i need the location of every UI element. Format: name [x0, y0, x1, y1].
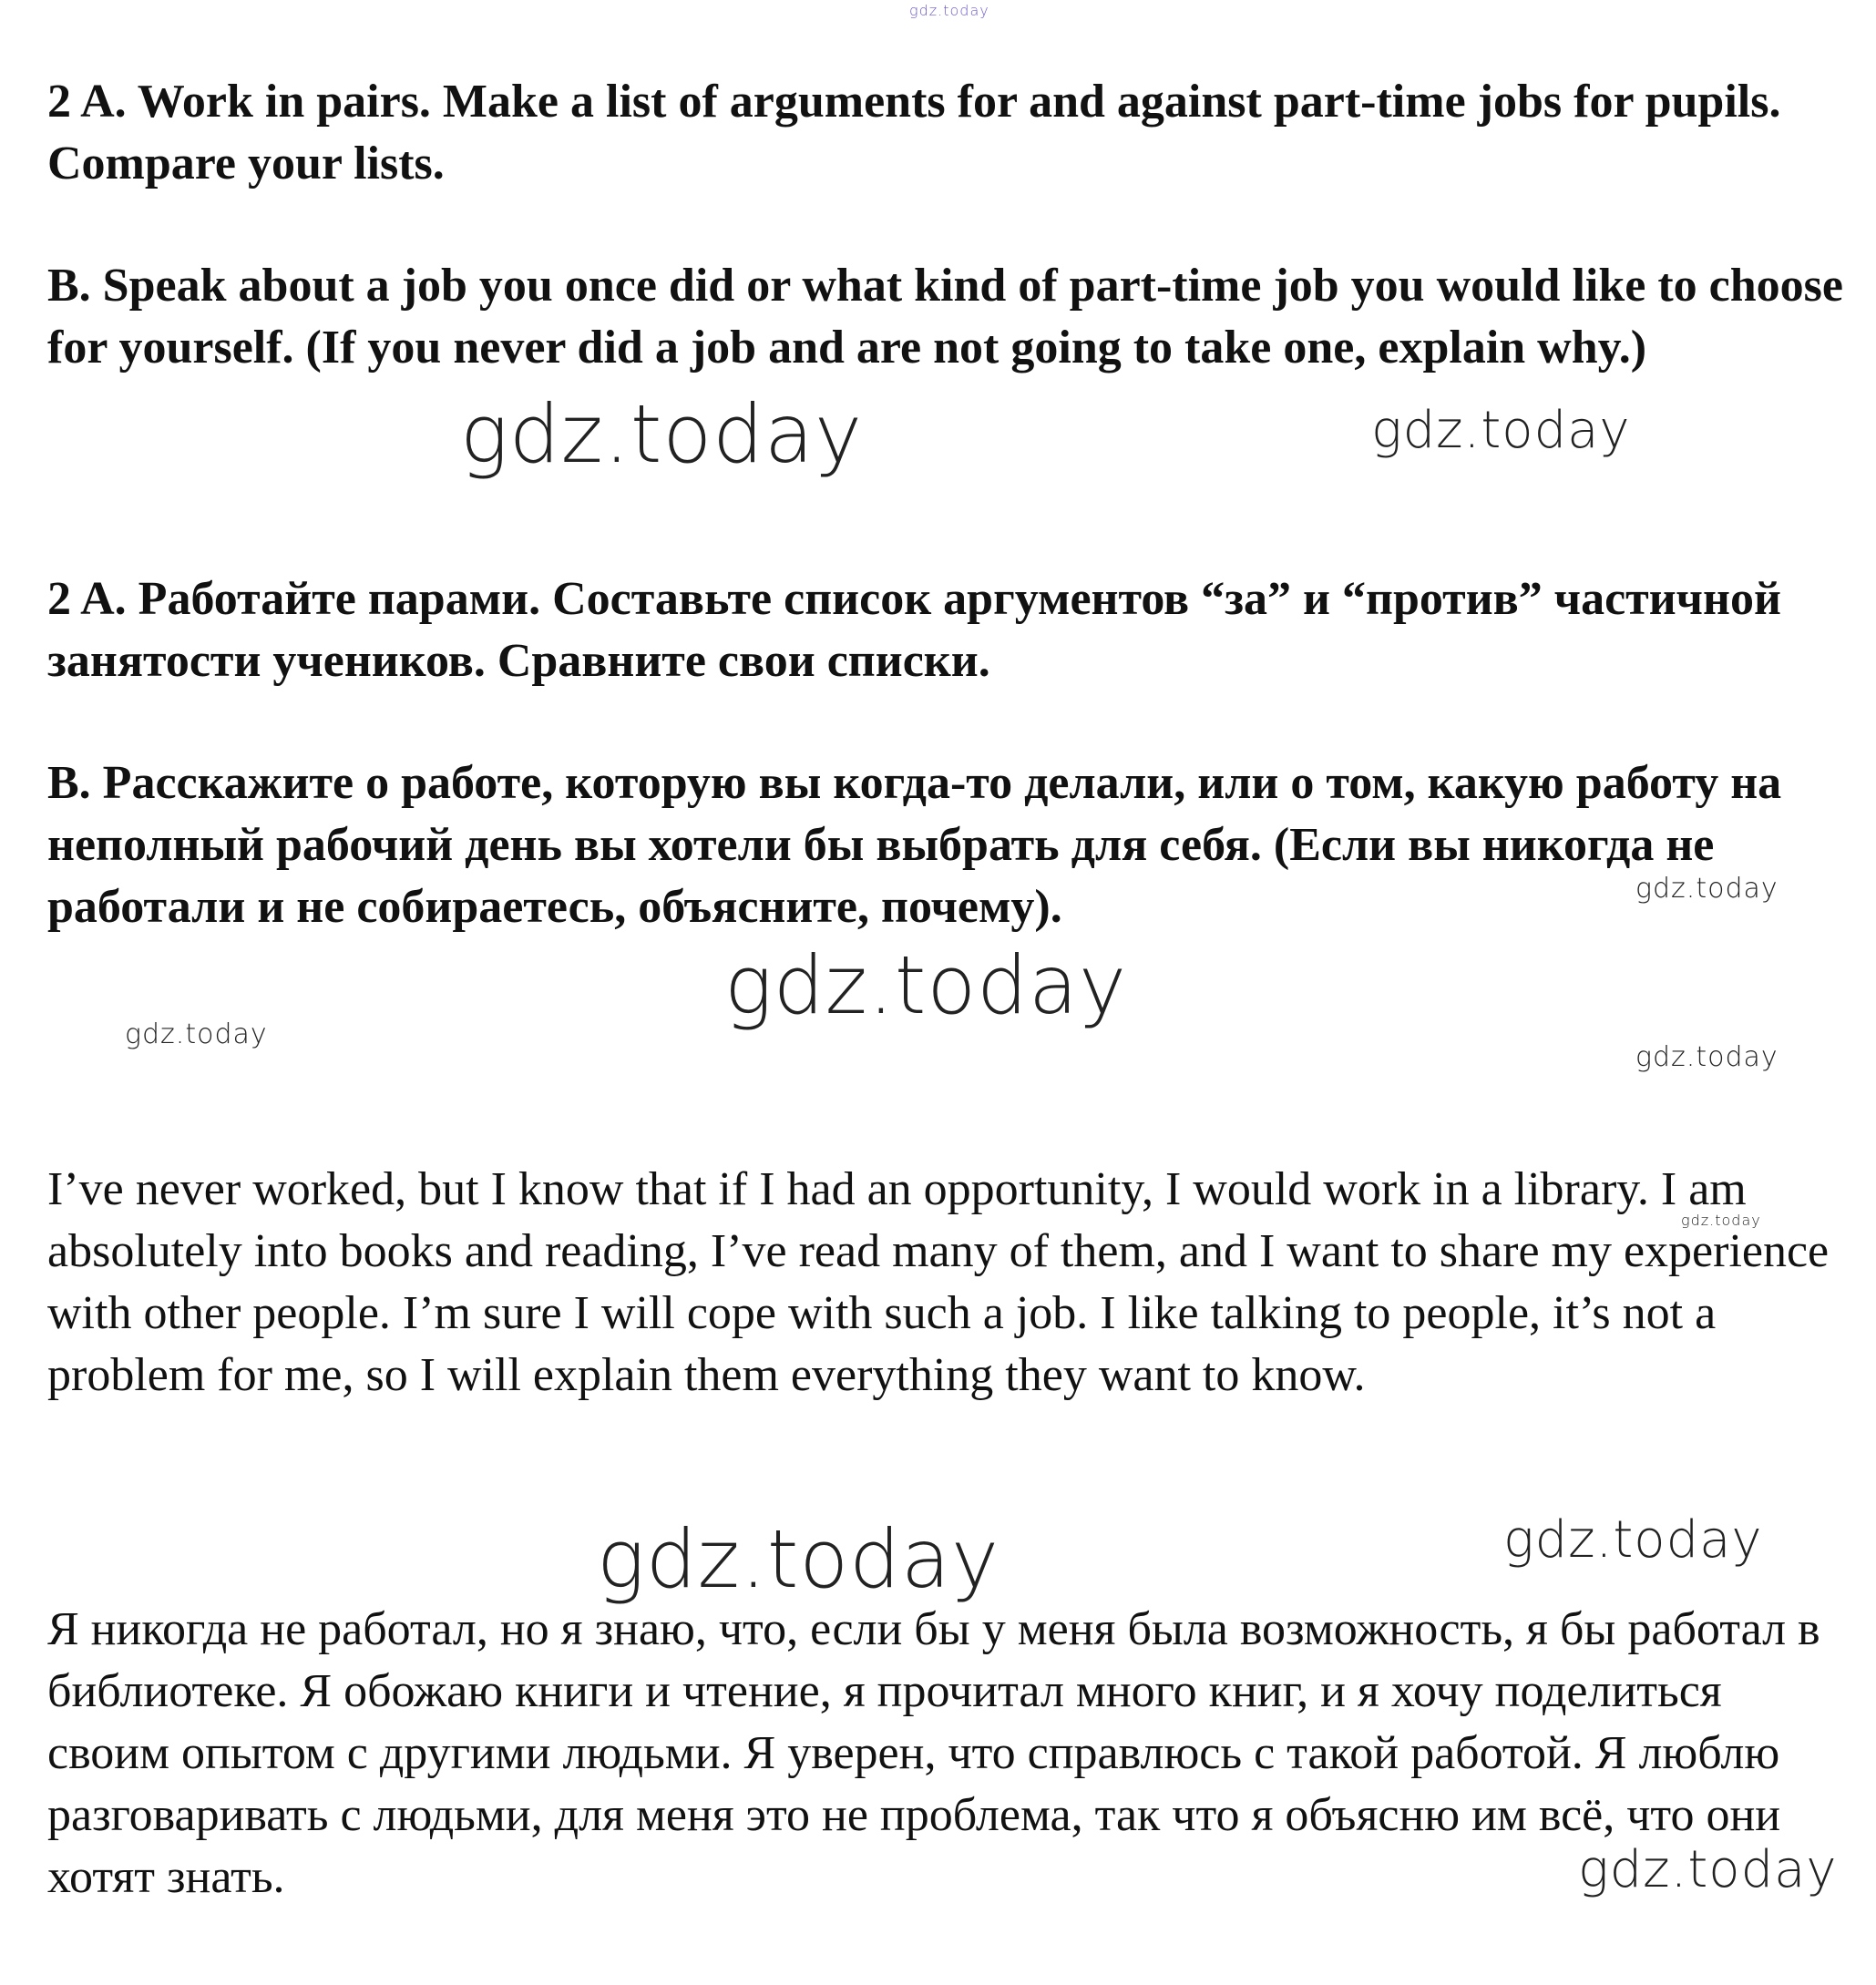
watermark: gdz.today [1503, 1510, 1763, 1570]
watermark: gdz.today [1635, 1041, 1779, 1073]
watermark-top: gdz.today [909, 2, 989, 19]
watermark: gdz.today [125, 1018, 268, 1050]
watermark: gdz.today [1371, 401, 1631, 460]
watermark: gdz.today [460, 387, 864, 481]
task-en-part-b: B. Speak about a job you once did or what kind of part-time job you would like to choose for yourself. (If you never did a job and are not going to take one, explain why.) [47, 260, 1843, 373]
watermark: gdz.today [1681, 1212, 1761, 1229]
watermark: gdz.today [597, 1512, 1000, 1606]
task-ru-part-a: 2 A. Работайте парами. Составьте список аргументов “за” и “против” частичной занятости учеников. Сравните свои списки. [47, 573, 1781, 687]
task-en-part-a: 2 A. Work in pairs. Make a list of arguments for and against part-time jobs for pupils. Compare your lists. [47, 76, 1781, 189]
watermark: gdz.today [724, 938, 1128, 1032]
answer-en: I’ve never worked, but I know that if I had an opportunity, I would work in a library. I am absolutely into books and reading, I’ve read many of them, and I want to share my experience with other people. I’m sure I will cope with such a job. I like talking to people, it’s not a problem for me, so I will explain them everything they want to know. [47, 1163, 1830, 1401]
watermark: gdz.today [1635, 873, 1779, 905]
task-ru-part-b: B. Расскажите о работе, которую вы когда-то делали, или о том, какую работу на неполный рабочий день вы хотели бы выбрать для себя. (Если вы никогда не работали и не собираетесь, объясните, почему). [47, 757, 1782, 933]
answer-ru: Я никогда не работал, но я знаю, что, если бы у меня была возможность, я бы работал в библиотеке. Я обожаю книги и чтение, я прочитал много книг, и я хочу поделиться своим опытом с другими людьми. Я уверен, что справлюсь с такой работой. Я люблю разговаривать с людьми, для меня это не проблема, так что я объясню им всё, что они хотят знать. [47, 1603, 1820, 1903]
watermark: gdz.today [1578, 1840, 1838, 1899]
